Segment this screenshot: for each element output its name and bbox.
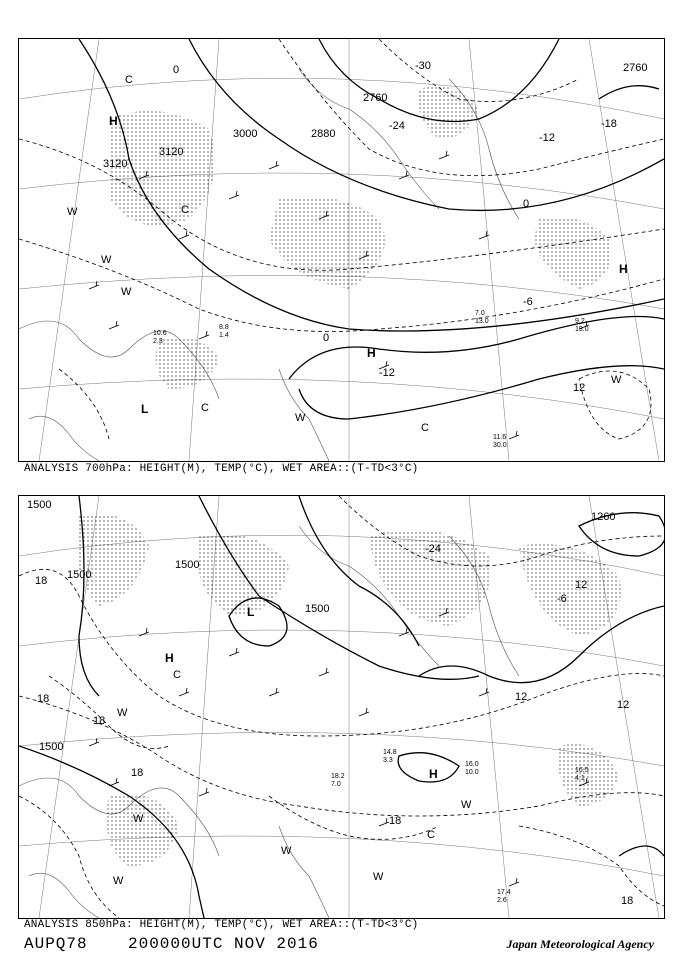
area-marker: C xyxy=(427,829,435,841)
map-panel-850hpa xyxy=(18,495,665,919)
temp-label: 12 xyxy=(573,382,586,394)
area-marker: C xyxy=(125,74,133,86)
area-marker: W xyxy=(611,374,622,386)
station-plot: 10.6 2.3 xyxy=(153,330,167,345)
pressure-center-label: L xyxy=(141,402,149,416)
map-panel-700hpa xyxy=(18,38,665,462)
map-700hpa-graphic xyxy=(19,39,664,461)
pressure-center-label: H xyxy=(429,767,438,781)
temp-label: 0 xyxy=(323,332,330,344)
temp-label: -6 xyxy=(523,296,533,308)
station-plot: 7.0 13.0 xyxy=(475,310,489,325)
station-plot: 14.8 3.3 xyxy=(383,749,397,764)
station-plot: 18.2 7.0 xyxy=(331,773,345,788)
height-label: 2760 xyxy=(623,62,648,74)
area-marker: W xyxy=(295,412,306,424)
area-marker: W xyxy=(373,871,384,883)
temp-label: -12 xyxy=(539,132,555,144)
height-label: 3120 xyxy=(103,158,128,170)
area-marker: W xyxy=(121,286,132,298)
temp-label: 18 xyxy=(131,767,144,779)
height-label: 3120 xyxy=(159,146,184,158)
area-marker: C xyxy=(181,204,189,216)
agency-name: Japan Meteorological Agency xyxy=(506,937,654,951)
temp-label: -24 xyxy=(425,543,441,555)
area-marker: W xyxy=(117,707,128,719)
station-plot: 8.8 1.4 xyxy=(219,324,229,339)
temp-label: 18 xyxy=(621,895,634,907)
wet-areas xyxy=(77,514,621,866)
temp-label: -24 xyxy=(389,120,405,132)
station-plot: 16.0 10.0 xyxy=(465,761,479,776)
height-label: 1500 xyxy=(39,741,64,753)
temp-label: 12 xyxy=(575,579,588,591)
product-code: AUPQ78 xyxy=(24,935,88,953)
pressure-center-label: H xyxy=(619,262,628,276)
valid-time: 200000UTC NOV 2016 xyxy=(128,935,319,953)
temp-label: 18 xyxy=(389,815,402,827)
area-marker: C xyxy=(421,422,429,434)
temp-label: 12 xyxy=(515,691,528,703)
area-marker: W xyxy=(461,799,472,811)
station-plot: 11.6 30.0 xyxy=(493,434,507,449)
height-label: 3000 xyxy=(233,128,258,140)
temp-label: 0 xyxy=(173,64,180,76)
pressure-center-label: H xyxy=(109,114,118,128)
station-plot: 17.4 2.6 xyxy=(497,889,511,904)
station-plot: 9.2 19.0 xyxy=(575,318,589,333)
area-marker: W xyxy=(133,813,144,825)
area-marker: W xyxy=(101,254,112,266)
temp-label: -12 xyxy=(379,367,395,379)
pressure-center-label: H xyxy=(165,651,174,665)
caption-700hpa: ANALYSIS 700hPa: HEIGHT(M), TEMP(°C), WET AREA::(T-TD<3°C) xyxy=(24,463,419,475)
temp-label: 18 xyxy=(37,693,50,705)
height-label: 1500 xyxy=(305,603,330,615)
area-marker: C xyxy=(173,669,181,681)
area-marker: W xyxy=(67,206,78,218)
temp-label: 18 xyxy=(93,715,106,727)
temp-label: 12 xyxy=(617,699,630,711)
height-label: 1260 xyxy=(591,511,616,523)
height-label: 2760 xyxy=(363,92,388,104)
temp-label: -6 xyxy=(557,593,567,605)
temp-label: -18 xyxy=(601,118,617,130)
temp-label: 0 xyxy=(523,198,530,210)
pressure-center-label: H xyxy=(367,346,376,360)
height-label: 1500 xyxy=(67,569,92,581)
caption-850hpa: ANALYSIS 850hPa: HEIGHT(M), TEMP(°C), WET AREA::(T-TD<3°C) xyxy=(24,919,419,931)
height-label: 1500 xyxy=(175,559,200,571)
wet-areas xyxy=(109,87,611,390)
temp-label: 18 xyxy=(35,575,48,587)
area-marker: C xyxy=(201,402,209,414)
area-marker: W xyxy=(281,845,292,857)
pressure-center-label: L xyxy=(247,605,255,619)
height-label: 1500 xyxy=(27,499,52,511)
temp-label: -30 xyxy=(415,60,431,72)
area-marker: W xyxy=(113,875,124,887)
map-850hpa-graphic xyxy=(19,496,664,918)
height-label: 2880 xyxy=(311,128,336,140)
station-plot: 16.5 4.1 xyxy=(575,767,589,782)
